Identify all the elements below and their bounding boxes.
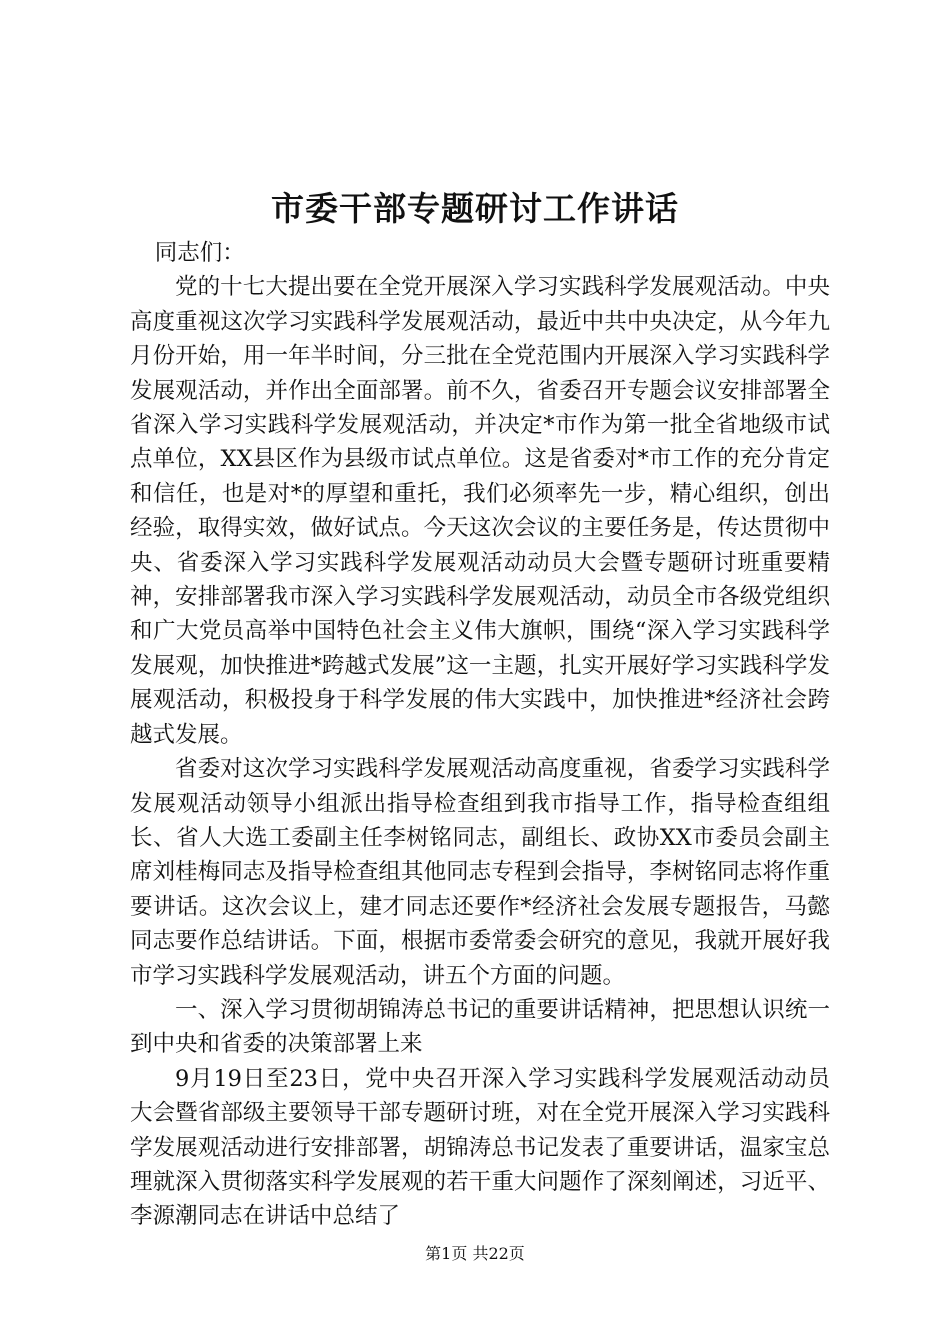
salutation: 同志们： [154, 240, 245, 266]
paragraph: 9月19日至23日，党中央召开深入学习实践科学发展观活动动员大会暨省部级主要领导干部专题研讨班，对在全党开展深入学习实践科学发展观活动进行安排部署，胡锦涛总书记发表了重要讲话，温家宝总理就深入贯彻落实科学发展观的若干重大问题作了深刻阐述，习近平、李源潮同志在讲话中总结了 [130, 1065, 830, 1230]
document-title: 市委干部专题研讨工作讲话 [271, 189, 679, 228]
section-heading: 一、深入学习贯彻胡锦涛总书记的重要讲话精神，把思想认识统一到中央和省委的决策部署上来 [130, 996, 830, 1058]
document-body [130, 236, 830, 1234]
page-footer: 第1页 共22页 [425, 1244, 525, 1263]
paragraph: 省委对这次学习实践科学发展观活动高度重视，省委学习实践科学发展观活动领导小组派出指导检查组到我市指导工作，指导检查组组长、省人大选工委副主任李树铭同志，副组长、政协XX市委员会副主席刘桂梅同志及指导检查组其他同志专程到会指导，李树铭同志将作重要讲话。这次会议上，建才同志还要作*经济社会发展专题报告，马懿同志要作总结讲话。下面，根据市委常委会研究的意见，我就开展好我市学习实践科学发展观活动，讲五个方面的问题。 [130, 756, 830, 989]
paragraph: 党的十七大提出要在全党开展深入学习实践科学发展观活动。中央高度重视这次学习实践科学发展观活动，最近中共中央决定，从今年九月份开始，用一年半时间，分三批在全党范围内开展深入学习实践科学发展观活动，并作出全面部署。前不久，省委召开专题会议安排部署全省深入学习实践科学发展观活动，并决定*市作为第一批全省地级市试点单位，XX县区作为县级市试点单位。这是省委对*市工作的充分肯定和信任，也是对*的厚望和重托，我们必须率先一步，精心组织，创出经验，取得实效，做好试点。今天这次会议的主要任务是，传达贯彻中央、省委深入学习实践科学发展观活动动员大会暨专题研讨班重要精神，安排部署我市深入学习实践科学发展观活动，动员全市各级党组织和广大党员高举中国特色社会主义伟大旗帜，围绕“深入学习实践科学发展观，加快推进*跨越式发展”这一主题，扎实开展好学习实践科学发展观活动，积极投身于科学发展的伟大实践中，加快推进*经济社会跨越式发展。 [130, 274, 830, 748]
